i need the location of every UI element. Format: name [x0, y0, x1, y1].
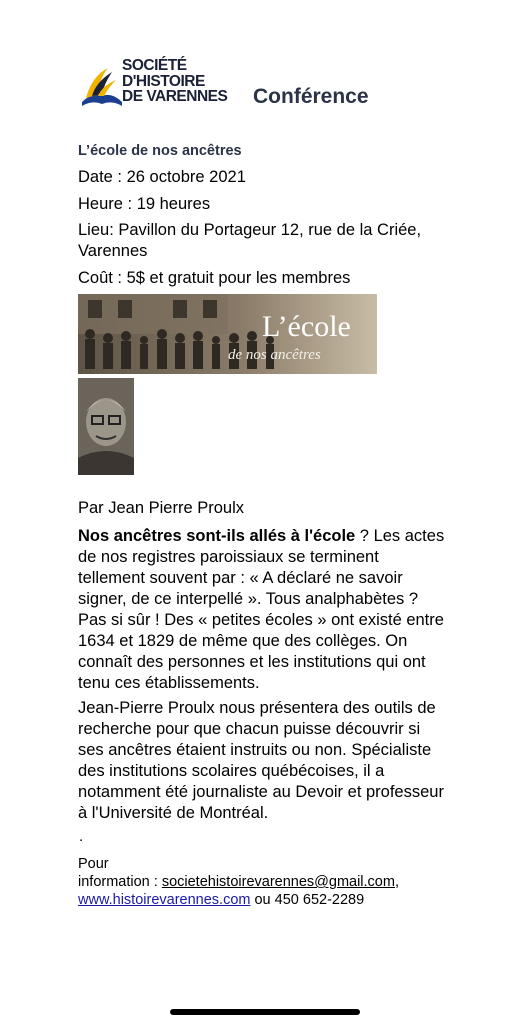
description-body: ? Les actes de nos registres paroissiaux se terminent tellement souvent par : « A déclaré ne savoir signer, de ce interpellé ». Tous analphabètes ? Pas si sûr ! Des « petites écoles » ont existé entre 1634 et 1829 de même que des collèges. On connaît des personnes et les institutions qui ont tenu ces établissements.: [78, 527, 445, 692]
book-flame-icon: [78, 62, 124, 106]
separator-dot: .: [79, 828, 84, 845]
description-paragraph-1: [78, 526, 448, 694]
event-time: Heure : 19 heures: [78, 195, 211, 213]
website-link[interactable]: www.histoirevarennes.com: [78, 892, 251, 908]
banner-title: L’école: [262, 310, 351, 343]
home-indicator[interactable]: [170, 1009, 360, 1015]
description-lead: Nos ancêtres sont-ils allés à l'école: [78, 527, 356, 545]
event-cost: Coût : 5$ et gratuit pour les membres: [78, 269, 351, 287]
contact-line-2: [78, 891, 498, 909]
speaker-name: Par Jean Pierre Proulx: [78, 499, 244, 517]
contact-label: Pour: [78, 856, 109, 872]
banner-subtitle: de nos ancêtres: [228, 347, 321, 363]
phone-number: ou 450 652-2289: [250, 892, 365, 908]
event-date: Date : 26 octobre 2021: [78, 168, 246, 186]
header-title: Conférence: [253, 85, 369, 108]
banner-image: [78, 294, 377, 374]
logo-text: SOCIÉTÉ D'HISTOIRE DE VARENNES: [122, 57, 228, 105]
header: [78, 58, 498, 110]
email-link[interactable]: societehistoirevarennes@gmail.com: [161, 874, 395, 890]
speaker-portrait: [78, 378, 134, 475]
event-subject: L’école de nos ancêtres: [78, 143, 242, 159]
contact-info: [78, 855, 498, 909]
event-place-line2: Varennes: [78, 242, 148, 260]
description-paragraph-2: Jean-Pierre Proulx nous présentera des outils de recherche pour que chacun puisse découvrir si ses ancêtres étaient instruits ou non. Spécialiste des institutions scolaires québécoises, il a notamment été journaliste au Devoir et professeur à l'Université de Montréal.: [78, 699, 444, 822]
speaker-photo: [78, 378, 134, 475]
contact-line: information : societehistoirevarennes@gmail.com,: [78, 874, 399, 890]
society-logo: [78, 58, 228, 108]
schoolhouse-photo: [78, 294, 377, 374]
event-place-line1: Lieu: Pavillon du Portageur 12, rue de la Criée,: [78, 221, 422, 239]
